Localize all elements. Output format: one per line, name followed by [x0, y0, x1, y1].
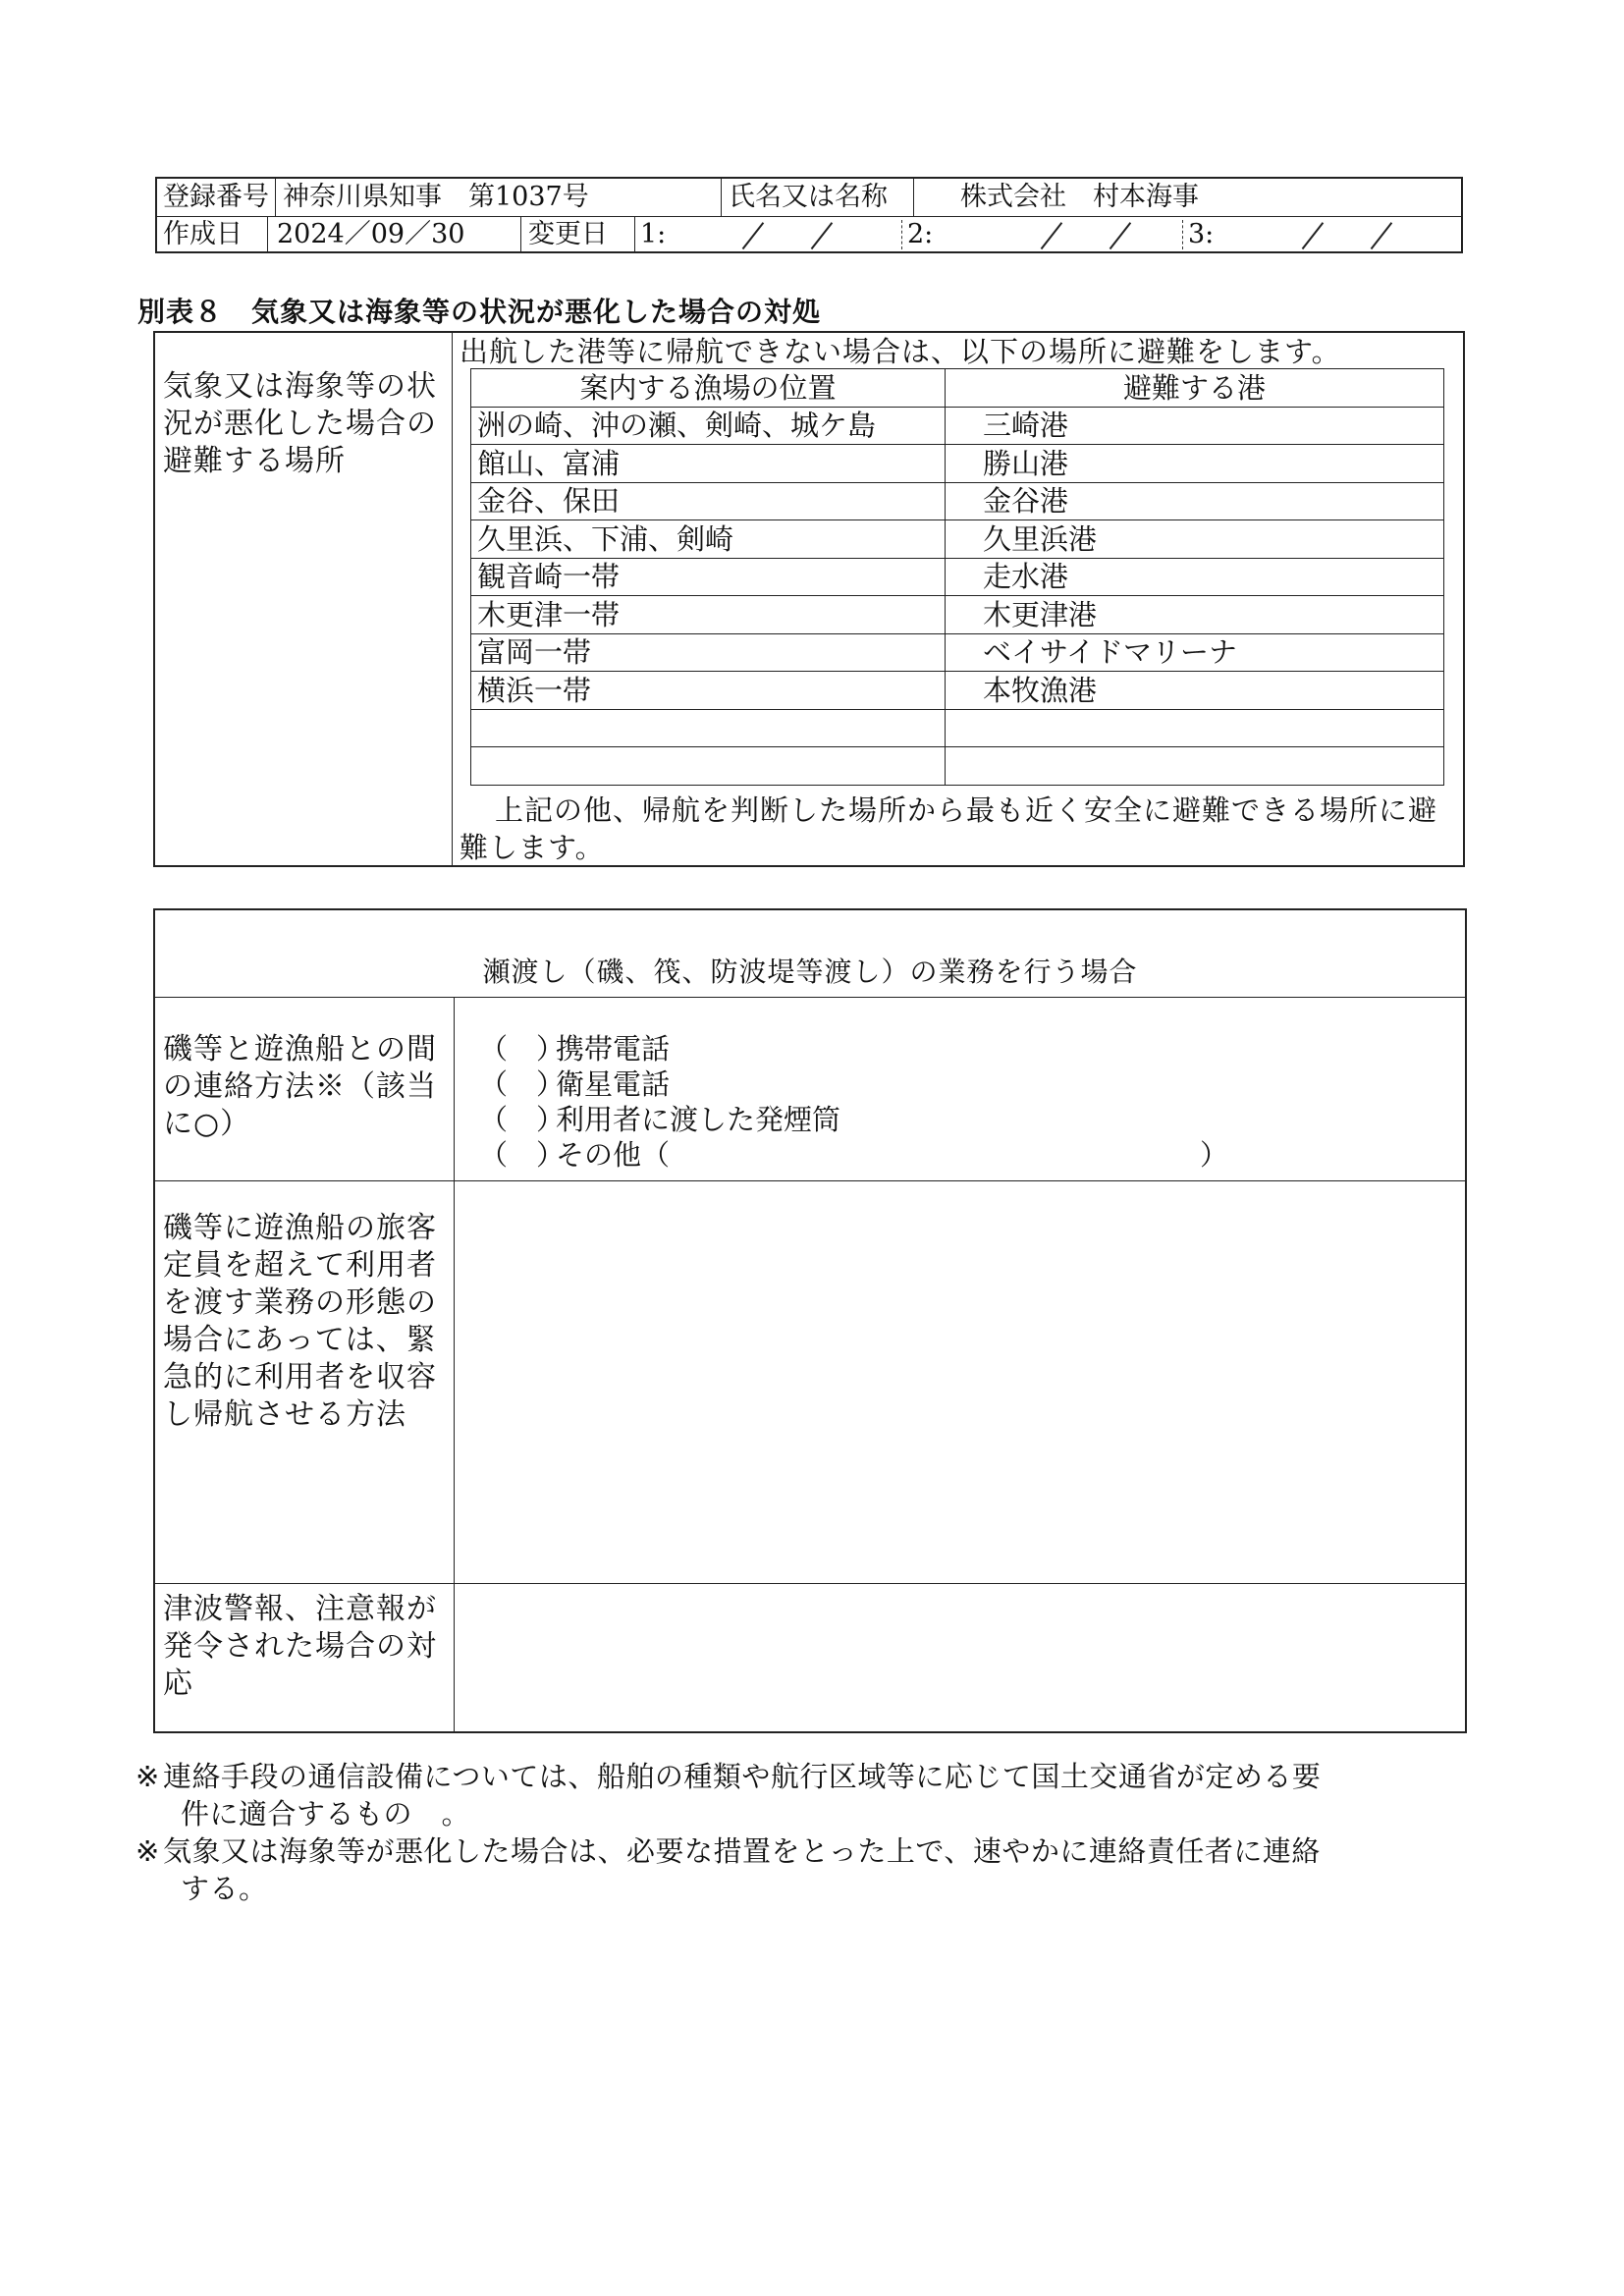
- location-cell: [471, 747, 946, 786]
- created-label: 作成日: [163, 219, 243, 249]
- harbor-row: [471, 596, 1444, 634]
- port-cell: 走水港: [946, 558, 1444, 596]
- port-cell: 木更津港: [946, 596, 1444, 634]
- port-cell: 久里浜港: [946, 520, 1444, 559]
- location-cell: 木更津一帯: [471, 596, 946, 634]
- port-cell: ベイサイドマリーナ: [946, 633, 1444, 672]
- location-cell: 久里浜、下浦、剣崎: [471, 520, 946, 559]
- evacuation-note: [460, 792, 1441, 866]
- contact-option-flare: [479, 1102, 840, 1137]
- sedowashi-title: 瀬渡し（磯、筏、防波堤等渡し）の業務を行う場合: [155, 948, 1465, 998]
- tsunami-label: 津波警報、注意報が発令された場合の対応: [163, 1592, 437, 1701]
- footnote-mark: ※: [135, 1760, 160, 1793]
- port-cell: 三崎港: [946, 407, 1444, 445]
- port-cell: [946, 709, 1444, 747]
- harbor-row: [471, 709, 1444, 747]
- port-cell: 本牧漁港: [946, 672, 1444, 710]
- change-slot-3-label: 3:: [1188, 219, 1215, 249]
- option-paren[interactable]: （ ）: [479, 1032, 566, 1066]
- footnote-1: [135, 1758, 1490, 1832]
- footnote-mark: ※: [135, 1834, 160, 1868]
- option-text: その他（: [556, 1138, 671, 1172]
- name-value: 株式会社 村本海事: [960, 182, 1199, 212]
- section-heading: 別表８ 気象又は海象等の状況が悪化した場合の対処: [137, 296, 822, 328]
- footnote-line: 件に適合するもの 。: [181, 1797, 471, 1831]
- evacuation-label-cell: [155, 333, 453, 865]
- reg-no-label: 登録番号: [163, 182, 269, 212]
- option-paren[interactable]: （ ）: [479, 1067, 566, 1101]
- created-value: 2024／09／30: [277, 219, 465, 249]
- location-cell: 観音崎一帯: [471, 558, 946, 596]
- location-cell: 金谷、保田: [471, 482, 946, 520]
- change-slot-2-label: 2:: [907, 219, 934, 249]
- harbor-row: [471, 520, 1444, 559]
- location-cell: [471, 709, 946, 747]
- registration-row: [157, 179, 1461, 217]
- footnote-2: [135, 1832, 1490, 1907]
- contact-option-mobile: [479, 1031, 670, 1066]
- location-cell: 横浜一帯: [471, 672, 946, 710]
- harbor-row: [471, 558, 1444, 596]
- evacuation-intro: 出航した港等に帰航できない場合は、以下の場所に避難をします。: [460, 335, 1341, 368]
- name-label: 氏名又は名称: [729, 182, 888, 212]
- registration-table: [155, 177, 1463, 253]
- dates-row: [157, 216, 1461, 253]
- harbor-row: [471, 445, 1444, 483]
- contact-method-row: [155, 998, 1465, 1181]
- option-text: 衛星電話: [556, 1067, 671, 1101]
- footnote-line: 気象又は海象等が悪化した場合は、必要な措置をとった上で、速やかに連絡責任者に連絡: [163, 1834, 1321, 1868]
- option-text: 利用者に渡した発煙筒: [556, 1103, 841, 1136]
- harbor-row: [471, 672, 1444, 710]
- option-close-paren: ）: [1200, 1138, 1229, 1172]
- evacuation-note-text: 上記の他、帰航を判断した場所から最も近く安全に避難できる場所に避難します。: [460, 793, 1438, 864]
- option-paren[interactable]: （ ）: [479, 1103, 566, 1136]
- header-port: 避難する港: [946, 369, 1444, 408]
- location-cell: 洲の崎、沖の瀬、剣崎、城ケ島: [471, 407, 946, 445]
- tsunami-row: [155, 1583, 1465, 1731]
- evacuation-box: [153, 331, 1465, 867]
- contact-option-other: [479, 1137, 1228, 1173]
- capacity-method-row: [155, 1180, 1465, 1584]
- harbor-table: [470, 368, 1444, 786]
- port-cell: [946, 747, 1444, 786]
- change-slot-3: [1188, 216, 1392, 253]
- change-slot-2: [907, 216, 1131, 253]
- port-cell: 勝山港: [946, 445, 1444, 483]
- harbor-row: [471, 747, 1444, 786]
- contact-option-satellite: [479, 1066, 670, 1102]
- harbor-row: [471, 482, 1444, 520]
- harbor-table-header: [471, 369, 1444, 408]
- reg-no-value: 神奈川県知事 第1037号: [283, 182, 589, 212]
- option-text: 携帯電話: [556, 1032, 671, 1066]
- capacity-method-label: 磯等に遊漁船の旅客定員を超えて利用者を渡す業務の形態の場合にあっては、緊急的に利用者を収容し帰航させる方法: [163, 1211, 437, 1432]
- sedowashi-box: [153, 908, 1467, 1733]
- location-cell: 館山、富浦: [471, 445, 946, 483]
- header-location: 案内する漁場の位置: [471, 369, 946, 408]
- harbor-row: [471, 633, 1444, 672]
- port-cell: 金谷港: [946, 482, 1444, 520]
- location-cell: 富岡一帯: [471, 633, 946, 672]
- contact-method-label: 磯等と遊漁船との間の連絡方法※（該当に○）: [163, 1032, 437, 1141]
- option-paren[interactable]: （ ）: [479, 1138, 566, 1172]
- evacuation-label: 気象又は海象等の状況が悪化した場合の避難する場所: [163, 369, 437, 478]
- change-slot-1: [640, 216, 833, 253]
- changed-label: 変更日: [528, 219, 608, 249]
- footnote-line: 連絡手段の通信設備については、船舶の種類や航行区域等に応じて国土交通省が定める要: [163, 1760, 1322, 1793]
- harbor-row: [471, 407, 1444, 445]
- change-slot-1-label: 1:: [640, 219, 667, 249]
- footnote-line: する。: [181, 1872, 268, 1905]
